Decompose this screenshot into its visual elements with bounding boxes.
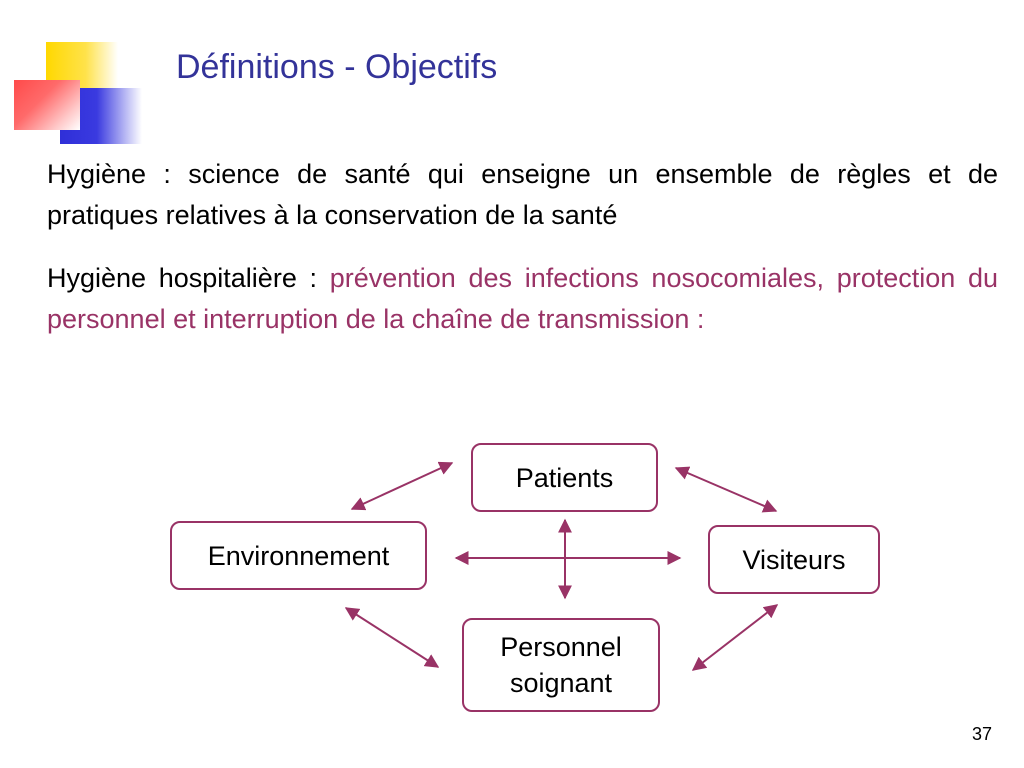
hygiene-definition: Hygiène : science de santé qui enseigne un ensemble de règles et de pratiques relatives à la conservation de la santé — [47, 159, 998, 230]
node-visiteurs-label: Visiteurs — [742, 544, 846, 575]
logo-red-square — [14, 80, 80, 130]
arrow-patients-visiteurs — [676, 468, 776, 511]
arrow-environnement-patients — [352, 463, 452, 509]
slide-title: Définitions - Objectifs — [176, 48, 498, 86]
node-patients — [471, 443, 658, 512]
arrow-personnel-visiteurs — [693, 605, 777, 670]
node-patients-label: Patients — [515, 462, 614, 493]
page-number: 37 — [971, 724, 992, 744]
node-environnement-label: Environnement — [207, 540, 390, 571]
hospital-hygiene-label: Hygiène hospitalière : — [47, 263, 330, 293]
node-environnement — [170, 521, 427, 590]
hospital-hygiene-objectives: prévention des infections nosocomiales, protection du personnel et interruption de la chaîne de transmission : — [47, 263, 998, 334]
node-personnel-label: Personnel soignant — [500, 632, 622, 698]
node-visiteurs — [708, 525, 880, 594]
hospital-hygiene-definition — [47, 258, 998, 340]
arrow-environnement-personnel — [346, 608, 438, 667]
node-personnel-soignant — [462, 618, 660, 712]
